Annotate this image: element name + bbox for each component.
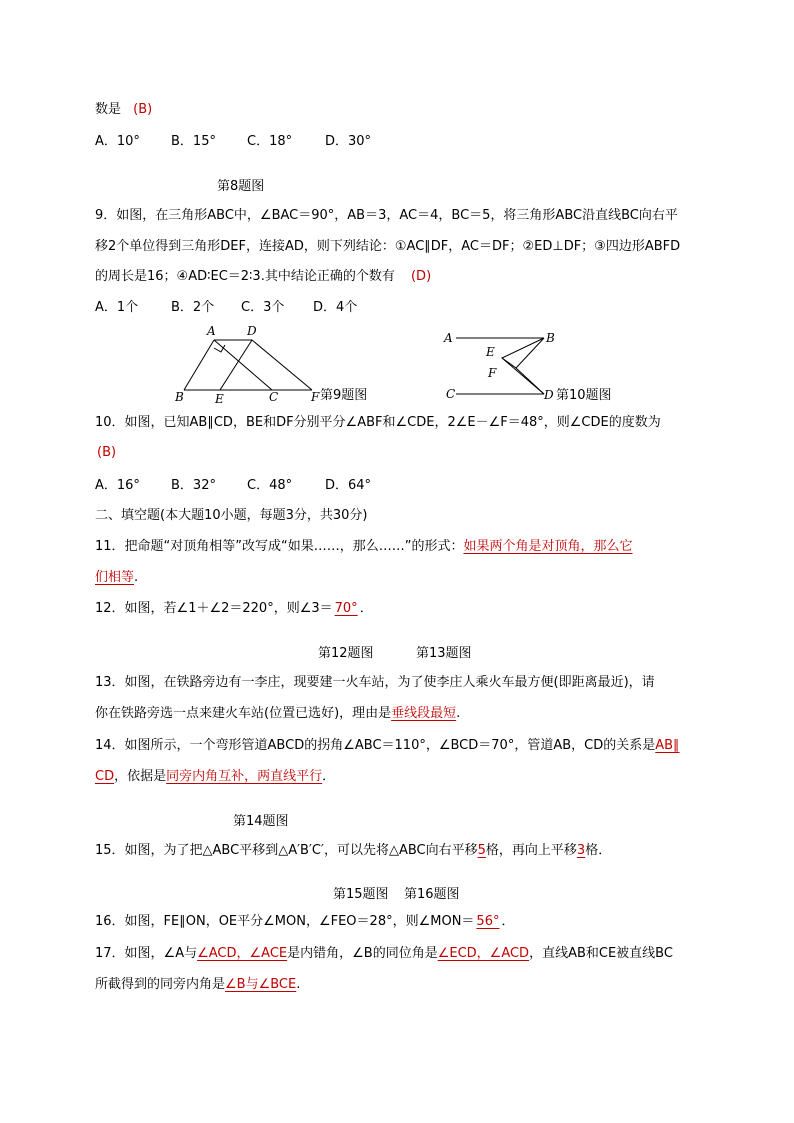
q10-label-d: D — [544, 388, 554, 402]
q14-answer-2: 同旁内角互补，两直线平行 — [166, 769, 323, 784]
q10-label-b: B — [546, 331, 555, 345]
q12-prompt: 12．如图，若∠1＋∠2＝220°，则∠3＝ — [95, 601, 333, 616]
q14-figure-caption: 第14题图 — [233, 814, 289, 829]
q13-answer: 垂线段最短 — [391, 706, 457, 721]
q14-answer-1-part-1: AB∥ — [655, 738, 680, 753]
q9-label-d: D — [247, 324, 257, 338]
q10-label-a: A — [444, 331, 453, 345]
q14-answer-1-part-2: CD — [95, 769, 115, 784]
q9-label-c: C — [269, 390, 279, 404]
q8-option-b: B．15° — [171, 134, 216, 149]
q13-line-2 — [95, 704, 460, 724]
section-2-heading: 二、填空题(本大题10小题，每题3分，共30分) — [95, 508, 368, 523]
q17-answer-3: ∠B与∠BCE — [225, 977, 297, 992]
q14-line-2 — [95, 767, 335, 787]
q9-label-b: B — [175, 390, 184, 404]
q17-answer-2: ∠ECD，∠ACD — [437, 946, 530, 961]
q14-line-1 — [95, 736, 680, 756]
q14-end: ． — [322, 769, 336, 784]
q8-figure-caption: 第8题图 — [217, 179, 265, 194]
q11-answer-part-2: 们相等 — [95, 570, 135, 585]
q14-prompt: 14．如图所示，一个弯形管道ABCD的拐角∠ABC＝110°，∠BCD＝70°，管道AB，CD的关系是 — [95, 738, 656, 753]
q17-mid-2: ，直线AB和CE被直线BC — [529, 946, 673, 961]
q9-figure-caption: 第9题图 — [320, 388, 368, 403]
q16-prompt: 16．如图，FE∥ON，OE平分∠MON，∠FEO＝28°，则∠MON＝ — [95, 914, 475, 929]
q9-option-a: A．1个 — [95, 300, 139, 315]
q8-tail-text: 数是 — [95, 102, 122, 117]
q10-option-d: D．64° — [325, 478, 372, 493]
q10-option-c: C．48° — [247, 478, 293, 493]
q11-prompt: 11．把命题“对顶角相等”改写成“如果……，那么……”的形式： — [95, 539, 464, 554]
q14-mid: ，依据是 — [114, 769, 167, 784]
q10-label-e: E — [486, 345, 495, 359]
q9-line-3-text: 的周长是16；④AD∶EC＝2∶3.其中结论正确的个数有 — [95, 269, 395, 284]
q10-option-b: B．32° — [171, 478, 216, 493]
q10-label-f: F — [488, 366, 497, 380]
q9-option-c: C．3个 — [241, 300, 285, 315]
q10-figure-caption: 第10题图 — [556, 388, 612, 403]
q9-option-d: D．4个 — [313, 300, 358, 315]
q9-line-2: 移2个单位得到三角形DEF，连接AD，则下列结论：①AC∥DF，AC＝DF；②ED⊥DF；③四边形ABFD — [95, 239, 681, 254]
q17-mid-1: 是内错角，∠B的同位角是 — [287, 946, 438, 961]
q13-prompt: 你在铁路旁选一点来建火车站(位置已选好)，理由是 — [95, 706, 392, 721]
q10-answer: (B) — [97, 445, 117, 460]
q15-mid: 格，再向上平移 — [485, 843, 577, 858]
q12-line — [95, 599, 373, 619]
q11-answer-part-1: 如果两个角是对顶角，那么它 — [463, 539, 633, 554]
q12-end: ． — [359, 601, 373, 616]
q8-option-c: C．18° — [247, 134, 293, 149]
q17-end: . — [296, 977, 301, 992]
q9-answer: (D) — [410, 269, 432, 284]
q12-figure-caption: 第12题图 — [318, 646, 374, 661]
q11-line-2 — [95, 568, 138, 588]
q9-line-1: 9．如图，在三角形ABC中，∠BAC＝90°，AB＝3，AC＝4，BC＝5，将三角形ABC沿直线BC向右平 — [95, 208, 678, 223]
q8-options — [95, 132, 371, 152]
q8-answer: (B) — [133, 102, 153, 117]
q15-answer-2: 3 — [576, 843, 586, 858]
q17-line-2 — [95, 975, 300, 995]
q17-prompt: 17．如图，∠A与 — [95, 946, 198, 961]
q16-figure-caption: 第16题图 — [404, 887, 460, 902]
q15-line — [95, 841, 611, 861]
q9-label-a: A — [207, 324, 216, 338]
q15-answer-1: 5 — [477, 843, 486, 858]
q10-options — [95, 476, 371, 496]
q16-end: ． — [501, 914, 515, 929]
q13-end: . — [456, 706, 461, 721]
q8-tail-line — [95, 100, 152, 120]
q9-label-e: E — [215, 392, 224, 406]
q9-options — [95, 298, 357, 318]
q13-line-1: 13．如图，在铁路旁边有一李庄，现要建一火车站，为了使李庄人乘火车最方便(即距离最近)，请 — [95, 675, 655, 690]
q12-answer: 70° — [334, 601, 358, 616]
q15-end: 格． — [585, 843, 612, 858]
q8-option-a: A．10° — [95, 134, 140, 149]
q13-figure-caption: 第13题图 — [416, 646, 472, 661]
q10-option-a: A．16° — [95, 478, 140, 493]
q15-prompt: 15．如图，为了把△ABC平移到△A′B′C′，可以先将△ABC向右平移 — [95, 843, 478, 858]
q10-line-1: 10．如图，已知AB∥CD，BE和DF分别平分∠ABF和∠CDE，2∠E－∠F＝48°，则∠CDE的度数为 — [95, 415, 661, 430]
q16-answer: 56° — [476, 914, 500, 929]
q11-line-1 — [95, 537, 633, 557]
q9-option-b: B．2个 — [171, 300, 215, 315]
q17-prompt-2: 所截得到的同旁内角是 — [95, 977, 226, 992]
q10-label-c: C — [446, 387, 456, 401]
q10-figure — [440, 326, 560, 402]
q11-end: . — [134, 570, 139, 585]
q15-figure-caption: 第15题图 — [333, 887, 389, 902]
q17-line-1 — [95, 944, 673, 964]
q8-option-d: D．30° — [325, 134, 372, 149]
q9-line-3 — [95, 267, 431, 287]
q16-line — [95, 912, 514, 932]
q17-answer-1: ∠ACD，∠ACE — [197, 946, 288, 961]
q9-label-f: F — [311, 390, 320, 404]
